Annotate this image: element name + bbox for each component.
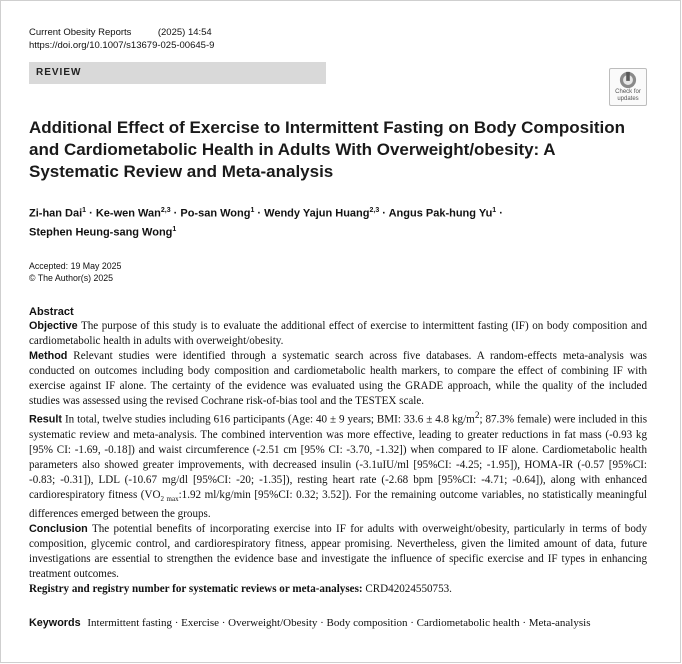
registry-label: Registry and registry number for systematic reviews or meta-analyses: [29, 582, 363, 595]
journal-issue: (2025) 14:54 [157, 27, 212, 38]
author-affiliation: 1 [250, 207, 255, 214]
author-separator: · [254, 207, 265, 220]
abstract-heading: Abstract [29, 306, 74, 318]
author[interactable]: Ke-wen Wan [95, 207, 161, 220]
author[interactable]: Po-san Wong [180, 207, 251, 220]
registry-number: CRD42024550753. [365, 582, 452, 595]
author-list [29, 203, 589, 240]
method-text: Relevant studies were identified through a systematic search across five databases. A random-effects meta-analysis was conducted on outcomes including body composition and cardiometabolic health markers, to compare the effect of combining IF with exercise against IF alone. The certainty of the evidence was evaluated using the GRADE approach, while the quality of the included studies was assessed using the revised Cochrane risk-of-bias tool and the TESTEX scale. [29, 350, 647, 407]
check-for-updates-button[interactable] [609, 68, 647, 106]
author[interactable]: Stephen Heung-sang Wong [29, 226, 173, 239]
abstract-section [29, 305, 647, 597]
author[interactable]: Wendy Yajun Huang [264, 207, 370, 220]
author-affiliation: 1 [82, 207, 87, 214]
author[interactable]: Zi-han Dai [29, 207, 83, 220]
result-subscript: 2 max [160, 494, 179, 503]
copyright-line: © The Author(s) 2025 [29, 273, 114, 283]
article-title: Additional Effect of Exercise to Intermittent Fasting on Body Composition and Cardiometabolic Health in Adults With Overweight/obesity: A Systematic Review and Meta-analysis [29, 118, 625, 181]
abstract-method [29, 349, 647, 409]
article-type-bar [29, 62, 326, 84]
abstract-registry [29, 582, 647, 597]
article-type-label: REVIEW [36, 67, 82, 78]
author-affiliation: 1 [492, 207, 497, 214]
conclusion-label: Conclusion [29, 522, 88, 535]
check-updates-icon [619, 71, 637, 89]
result-text-3: :1.92 ml/kg/min [95%CI: 0.32; 3.52]). For the remaining outcome variables, no statistically meaningful differences emerged between the groups. [29, 488, 647, 520]
journal-name: Current Obesity Reports [29, 27, 132, 38]
objective-label: Objective [29, 320, 78, 332]
author-separator: · [496, 207, 503, 220]
author-separator: · [86, 207, 96, 220]
author-separator: · [170, 207, 181, 220]
method-label: Method [29, 350, 68, 362]
keywords-label: Keywords [29, 617, 81, 629]
author-affiliation: 2,3 [160, 207, 171, 214]
keywords-section [29, 616, 629, 631]
result-superscript: 2 [474, 411, 480, 421]
keywords-text: Intermittent fasting · Exercise · Overweight/Obesity · Body composition · Cardiometabolic health · Meta-analysis [87, 617, 591, 629]
check-updates-line2: updates [617, 95, 639, 102]
author[interactable]: Angus Pak-hung Yu [388, 207, 493, 220]
result-label: Result [29, 413, 62, 426]
article-dates [29, 260, 121, 284]
journal-header [29, 26, 214, 52]
objective-text: The purpose of this study is to evaluate the additional effect of exercise to intermittent fasting (IF) on body composition and cardiometabolic health in adults with overweight/obesity. [29, 320, 647, 347]
abstract-conclusion [29, 522, 647, 582]
author-affiliation: 2,3 [369, 207, 380, 214]
author-affiliation: 1 [172, 225, 177, 233]
abstract-result [29, 409, 647, 522]
abstract-objective [29, 319, 647, 349]
doi-link[interactable]: https://doi.org/10.1007/s13679-025-00645-9 [29, 40, 215, 51]
conclusion-text: The potential benefits of incorporating exercise into IF for adults with overweight/obesity, particularly in terms of body composition, glycemic control, and cardiorespiratory fitness, appear promising. Nevertheless, given the limited amount of data, future investigations are essential to strengthen the evidence base and investigate the influence of specific exercise and IF types in enhancing treatment outcomes. [29, 522, 647, 580]
accepted-date: Accepted: 19 May 2025 [29, 261, 122, 271]
author-separator: · [379, 207, 389, 220]
result-text-1: In total, twelve studies including 616 participants (Age: 40 ± 9 years; BMI: 33.6 ± 4.8 kg/m [64, 413, 475, 426]
result-text-2: ; 87.3% female) were included in this systematic review and meta-analysis. The combined intervention was more effective, leading to greater reductions in fat mass (-0.93 kg [95% CI: -1.69, -0.18]) and waist circumference (-2.51 cm [95% CI: -3.70, -1.32]) when compared to IF alone. Cardiometabolic health parameters also showed greater improvements, with decreased insulin (-3.1uIU/ml [95%CI: -4.25; -1.95]), HOMA-IR (-0.57 [95%CI: -0.83; -0.31]), LDL (-10.67 mg/dl [95%CI: -20; -1.35]), resting heart rate (-2.68 bpm [95%CI: -4.71; -0.64]), along with enhanced cardiorespiratory fitness (VO [29, 413, 648, 501]
check-updates-line1: Check for [615, 89, 641, 95]
